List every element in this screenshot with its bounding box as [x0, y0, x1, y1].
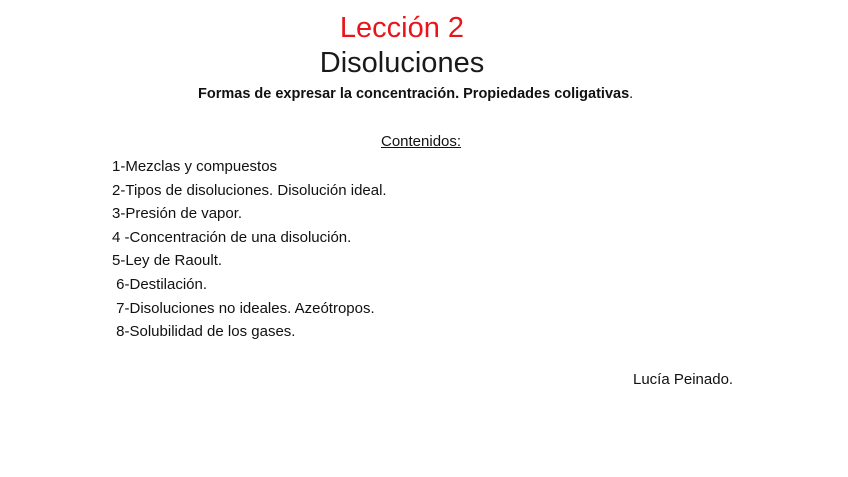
lesson-title: Lección 2 [339, 12, 465, 44]
contents-list [112, 155, 387, 344]
contents-item: 2-Tipos de disoluciones. Disolución ideal. [112, 181, 387, 199]
contents-item: 4 -Concentración de una disolución. [112, 228, 352, 246]
contents-item: 1-Mezclas y compuestos [112, 158, 278, 175]
subtitle-bold-text: Formas de expresar la concentración. Propiedades coligativas [198, 86, 630, 102]
contents-item: 6-Destilación. [112, 275, 208, 293]
contents-item: 7-Disoluciones no ideales. Azeótropos. [112, 299, 375, 317]
main-title: Disoluciones [319, 47, 485, 79]
author-name: Lucía Peinado. [633, 371, 734, 388]
contents-item: 3-Presión de vapor. [112, 205, 243, 223]
contents-item: 8-Solubilidad de los gases. [112, 323, 296, 341]
contents-item: 5-Ley de Raoult. [112, 252, 223, 270]
contents-heading: Contenidos: [381, 133, 462, 150]
subtitle-period: . [629, 86, 634, 102]
subtitle [198, 84, 698, 104]
